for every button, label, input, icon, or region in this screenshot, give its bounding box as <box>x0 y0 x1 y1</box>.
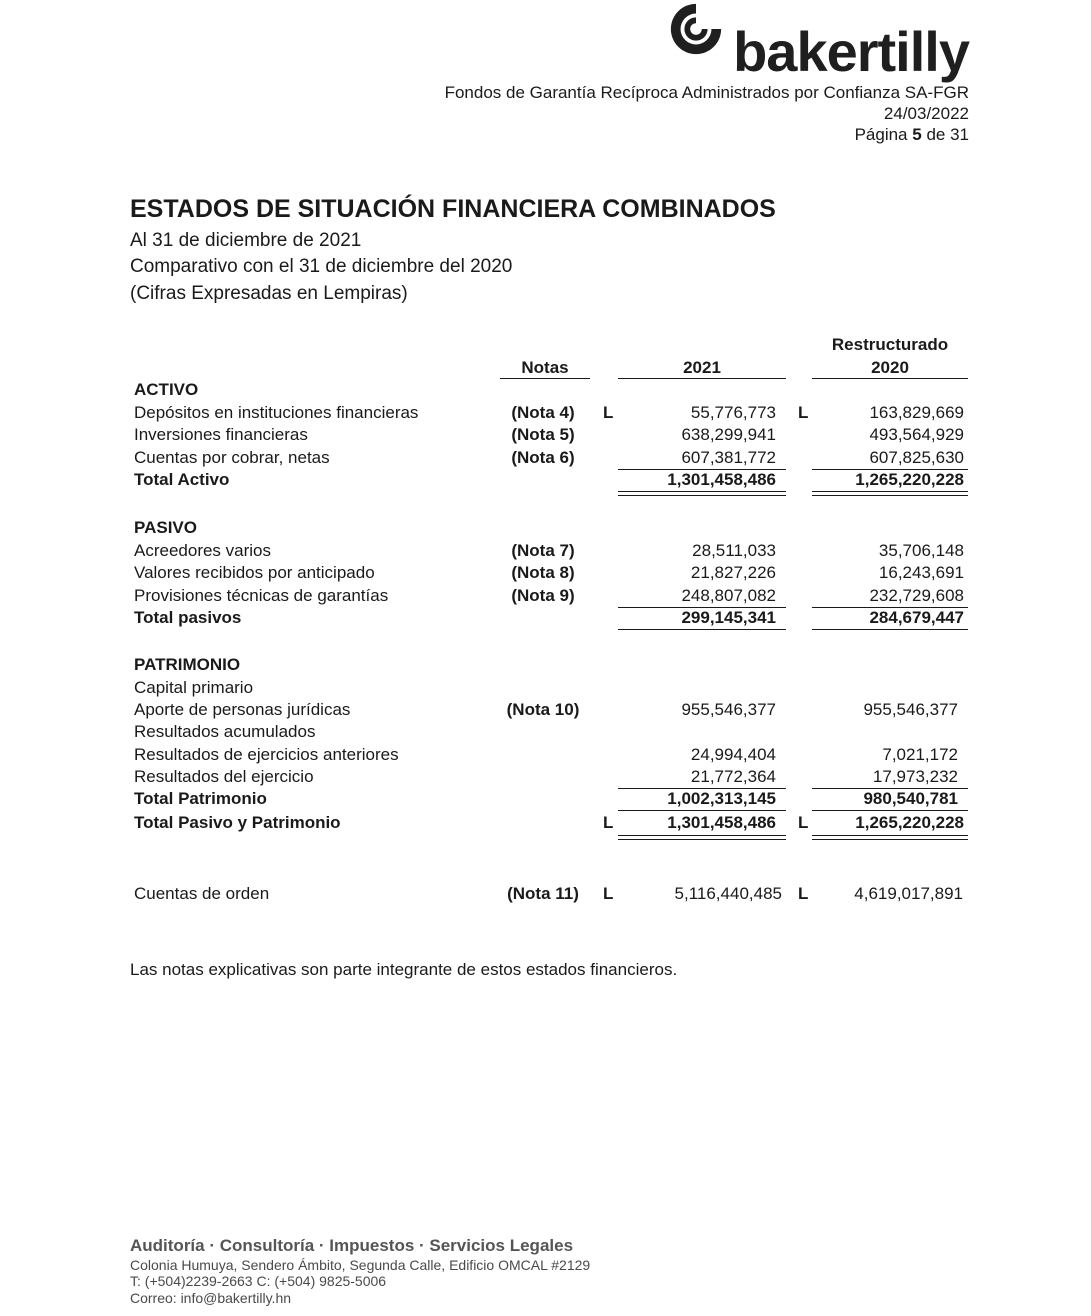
footer-phones: T: (+504)2239-2663 C: (+504) 9825-5006 <box>130 1273 387 1289</box>
subsection-row <box>0 722 1091 744</box>
header-rule <box>500 378 590 379</box>
section-label: PATRIMONIO <box>134 655 241 674</box>
subtitle-currency: (Cifras Expresadas en Lempiras) <box>130 283 408 304</box>
row-nota: (Nota 7) <box>511 541 575 560</box>
currency-symbol: L <box>603 884 614 903</box>
subtitle-comparative: Comparativo con el 31 de diciembre del 2020 <box>130 256 513 277</box>
double-rule <box>812 491 968 492</box>
row-label: Cuentas por cobrar, netas <box>134 448 330 467</box>
table-row <box>0 403 1091 425</box>
double-rule <box>812 839 968 840</box>
value-2021: 21,772,364 <box>690 767 776 786</box>
total-2020: 1,265,220,228 <box>855 813 964 832</box>
total-label: Total Patrimonio <box>134 789 267 808</box>
double-rule <box>618 495 786 496</box>
explanatory-note: Las notas explicativas son parte integrante de estos estados financieros. <box>130 960 678 979</box>
section-label: PASIVO <box>134 518 197 537</box>
header-page <box>855 124 969 145</box>
footer-email: Correo: info@bakertilly.hn <box>130 1290 292 1306</box>
value-2021: 21,827,226 <box>690 563 776 582</box>
grand-total-row <box>0 813 1091 835</box>
value-2021: 248,807,082 <box>681 586 776 605</box>
row-label: Inversiones financieras <box>134 425 308 444</box>
currency-symbol: L <box>798 884 809 903</box>
value-2021: 28,511,033 <box>692 541 776 560</box>
col-header-notas: Notas <box>521 358 569 377</box>
subtitle-date: Al 31 de diciembre de 2021 <box>130 230 362 251</box>
double-rule <box>618 839 786 840</box>
value-2020: 232,729,608 <box>869 586 964 605</box>
value-2021: 955,546,377 <box>681 700 776 719</box>
value-2020: 16,243,691 <box>878 563 964 582</box>
total-row <box>0 789 1091 811</box>
section-pasivo <box>0 518 1091 540</box>
value-2020: 955,546,377 <box>863 700 958 719</box>
table-row <box>0 541 1091 563</box>
value-2020: 4,619,017,891 <box>854 884 963 903</box>
total-rule <box>618 629 786 630</box>
brand-logo <box>667 2 969 83</box>
header-date: 24/03/2022 <box>883 104 969 123</box>
total-rule <box>812 629 968 630</box>
row-nota: (Nota 5) <box>511 425 575 444</box>
double-rule <box>812 495 968 496</box>
row-nota: (Nota 9) <box>511 586 575 605</box>
brand-name: bakertilly <box>733 20 969 83</box>
row-label: Aporte de personas jurídicas <box>134 700 351 719</box>
table-row <box>0 563 1091 585</box>
value-2020: 163,829,669 <box>869 403 964 422</box>
total-2021: 1,002,313,145 <box>667 789 776 808</box>
row-label: Resultados acumulados <box>134 722 316 741</box>
page-number: 5 <box>912 125 922 144</box>
footer-services: Auditoría · Consultoría · Impuestos · Servicios Legales <box>130 1236 574 1255</box>
row-label: Cuentas de orden <box>134 884 270 903</box>
value-2021: 24,994,404 <box>690 745 776 764</box>
total-row <box>0 608 1091 630</box>
table-row <box>0 586 1091 608</box>
double-rule <box>618 491 786 492</box>
section-activo <box>0 380 1091 402</box>
col-header-restructurado: Restructurado <box>831 335 949 354</box>
total-2020: 284,679,447 <box>869 608 964 627</box>
subtotal-rule <box>618 810 786 811</box>
value-2020: 7,021,172 <box>882 745 958 764</box>
row-label: Depósitos en instituciones financieras <box>134 403 419 422</box>
row-label: Resultados de ejercicios anteriores <box>134 745 399 764</box>
value-2021: 607,381,772 <box>681 448 776 467</box>
section-patrimonio <box>0 655 1091 677</box>
footer-address: Colonia Humuya, Sendero Ámbito, Segunda Calle, Edificio OMCAL #2129 <box>130 1257 591 1273</box>
value-2021: 5,116,440,485 <box>674 884 782 903</box>
table-row <box>0 745 1091 767</box>
value-2021: 638,299,941 <box>681 425 776 444</box>
currency-symbol: L <box>603 403 614 422</box>
section-label: ACTIVO <box>134 380 199 399</box>
header-rule <box>812 378 968 379</box>
header-company: Fondos de Garantía Recíproca Administrados por Confianza SA-FGR <box>444 83 969 102</box>
value-2020: 493,564,929 <box>869 425 964 444</box>
table-row-cuentas-orden <box>0 884 1091 906</box>
row-nota: (Nota 6) <box>511 448 575 467</box>
row-label: Provisiones técnicas de garantías <box>134 586 389 605</box>
double-rule <box>618 835 786 836</box>
page-title: ESTADOS DE SITUACIÓN FINANCIERA COMBINADOS <box>130 195 776 223</box>
col-header-2020: 2020 <box>871 358 909 377</box>
subtotal-rule <box>812 810 968 811</box>
row-label: Valores recibidos por anticipado <box>134 563 375 582</box>
table-row <box>0 448 1091 470</box>
double-rule <box>812 835 968 836</box>
total-2021: 1,301,458,486 <box>667 470 776 489</box>
total-label: Total Activo <box>134 470 230 489</box>
row-label: Capital primario <box>134 678 254 697</box>
row-nota: (Nota 8) <box>511 563 575 582</box>
currency-symbol: L <box>798 403 809 422</box>
col-header-2021: 2021 <box>683 358 721 377</box>
total-label: Total pasivos <box>134 608 242 627</box>
total-2020: 1,265,220,228 <box>855 470 964 489</box>
subsection-row <box>0 678 1091 700</box>
page-suffix: de 31 <box>926 125 969 144</box>
row-label: Resultados del ejercicio <box>134 767 314 786</box>
currency-symbol: L <box>603 813 614 832</box>
value-2020: 17,973,232 <box>872 767 958 786</box>
row-label: Acreedores varios <box>134 541 272 560</box>
row-nota: (Nota 4) <box>511 403 575 422</box>
value-2020: 35,706,148 <box>878 541 964 560</box>
value-2021: 55,776,773 <box>690 403 776 422</box>
table-row <box>0 767 1091 789</box>
value-2020: 607,825,630 <box>869 448 964 467</box>
total-row <box>0 470 1091 492</box>
total-label: Total Pasivo y Patrimonio <box>134 813 341 832</box>
total-2020: 980,540,781 <box>863 789 958 808</box>
currency-symbol: L <box>798 813 809 832</box>
header-rule <box>618 378 786 379</box>
table-row <box>0 700 1091 722</box>
page-prefix: Página <box>854 125 908 144</box>
row-nota: (Nota 10) <box>506 700 580 719</box>
bakertilly-swirl-icon <box>667 0 725 58</box>
total-2021: 299,145,341 <box>681 608 776 627</box>
table-row <box>0 425 1091 447</box>
row-nota: (Nota 11) <box>507 884 579 903</box>
total-2021: 1,301,458,486 <box>667 813 776 832</box>
